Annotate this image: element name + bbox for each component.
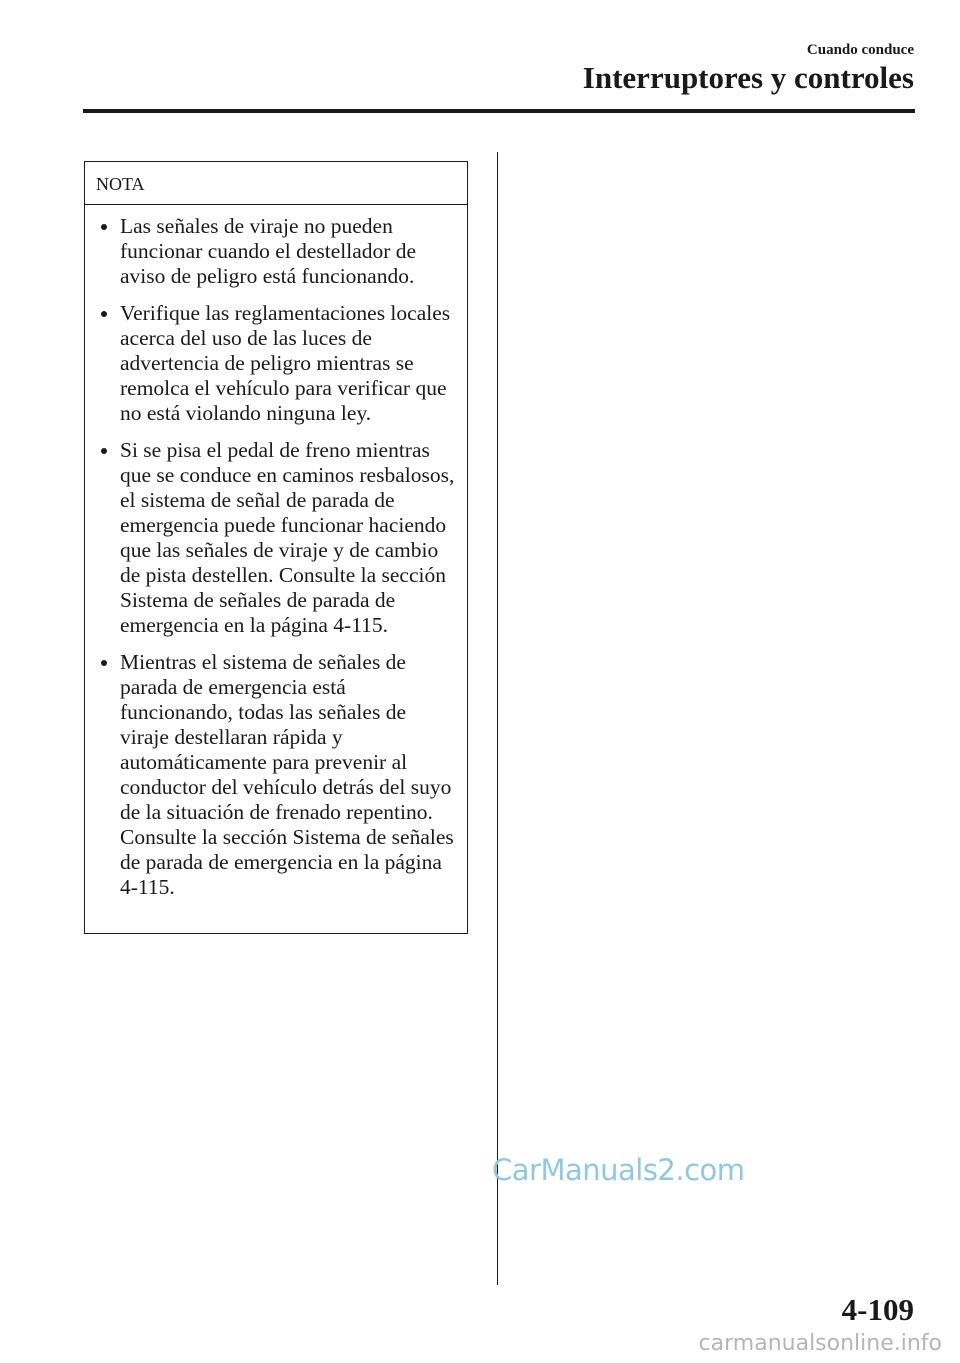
- page-number: 4-109: [841, 1292, 914, 1327]
- note-title: NOTA: [85, 162, 467, 205]
- page-title: Interruptores y controles: [582, 60, 914, 95]
- column-divider: [497, 152, 498, 1285]
- note-list: [85, 205, 467, 900]
- footer-site-link[interactable]: carmanualsonline.info: [698, 1331, 942, 1356]
- watermark: CarManuals2.com: [492, 1153, 745, 1187]
- note-box: [84, 161, 468, 934]
- note-item: Mientras el sistema de señales de parada de emergencia está funcionando, todas las señales de viraje destellaran rápida y automáticamente para prevenir al conductor del vehículo detrás del suyo de la situación de frenado repentino. Consulte la sección Sistema de señales de parada de emergencia en la página 4-115.: [120, 650, 459, 900]
- note-item: Si se pisa el pedal de freno mientras que se conduce en caminos resbalosos, el sistema de señal de parada de emergencia puede funcionar haciendo que las señales de viraje y de cambio de pista destellen. Consulte la sección Sistema de señales de parada de emergencia en la página 4-115.: [120, 438, 459, 638]
- section-header: Cuando conduce: [806, 42, 914, 58]
- note-item: Verifique las reglamentaciones locales acerca del uso de las luces de advertencia de peligro mientras se remolca el vehículo para verificar que no está violando ninguna ley.: [120, 301, 459, 426]
- header-rule: [83, 109, 915, 113]
- note-item: Las señales de viraje no pueden funcionar cuando el destellador de aviso de peligro está funcionando.: [120, 214, 459, 289]
